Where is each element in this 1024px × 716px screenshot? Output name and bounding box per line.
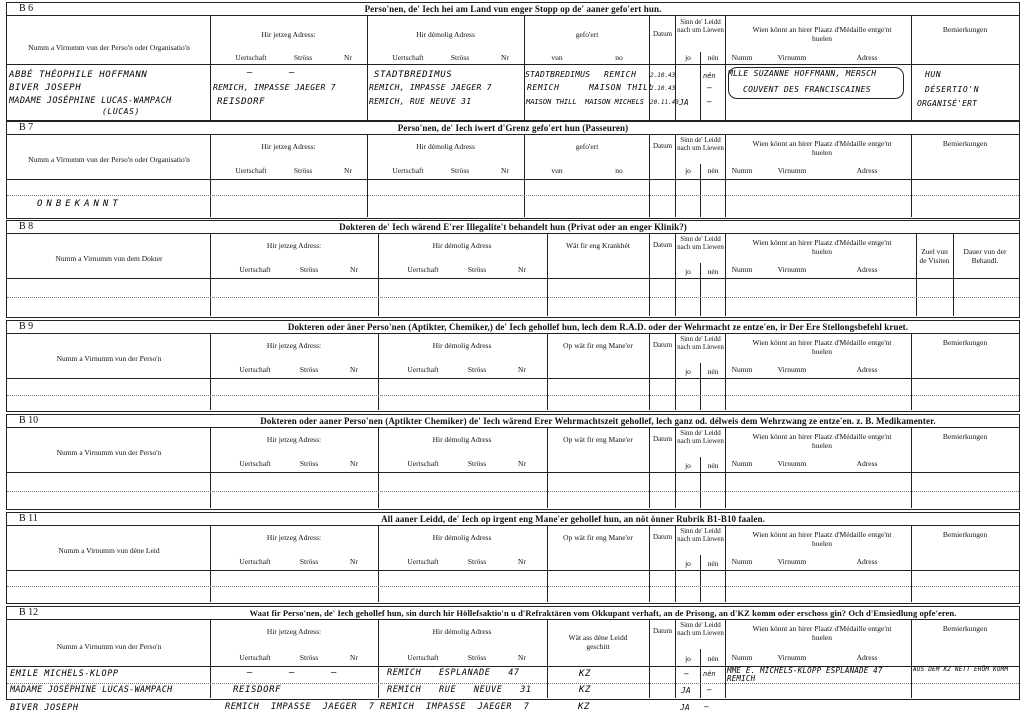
medal-header: Wien könnt an hirer Plaatz d'Médaille entge'nt huelen [752, 139, 892, 157]
illness-header: Wät fir eng Krankhét [566, 241, 630, 250]
former-address-header: Hir démolig Adress [416, 30, 475, 39]
col-nen: nén [707, 461, 719, 470]
col-adress: Adress [856, 557, 878, 566]
col-virnumm: Virnumm [777, 265, 807, 274]
name-column-header: Numm a Virnumm vun der Perso'n oder Organisatio'n [28, 43, 190, 52]
col-nen: nén [707, 53, 719, 62]
row-divider [7, 278, 1019, 279]
row-divider [7, 179, 1019, 180]
col-virnumm: Virnumm [777, 365, 807, 374]
row-divider [7, 64, 1019, 65]
datum-header: Datum [652, 241, 673, 249]
col-jo: jo [685, 367, 691, 376]
col-uertschaft: Uertschaft [407, 557, 439, 566]
col-numm: Numm [731, 653, 753, 662]
col-uertschaft: Uertschaft [392, 166, 424, 175]
current-address-header: Hir jetzeg Adress: [266, 341, 322, 350]
person-name-sub: (LUCAS) [102, 107, 140, 116]
current-address-header: Hir jetzeg Adress: [266, 533, 322, 542]
former-address: STADTBREDIMUS [374, 70, 453, 80]
name-column-header: Numm a Virnumm vun der Perso'n [56, 448, 162, 457]
nen-mark: nén [703, 72, 716, 80]
former-address: REMICH IMPASSE JAEGER 7 [380, 702, 530, 712]
col-uertschaft: Uertschaft [407, 365, 439, 374]
jo-mark: JA [681, 686, 691, 695]
col-nr: Nr [350, 265, 358, 274]
sinn-header: Sinn de' Leidd nach um Liewen [677, 335, 724, 351]
duration-header: Dauer vun der Behandl. [963, 247, 1007, 265]
col-virnumm: Virnumm [777, 557, 807, 566]
to-place: MAISON MICHELS [585, 98, 645, 106]
row-divider [7, 570, 1019, 571]
current-address: REISDORF [233, 685, 282, 695]
column-divider [700, 52, 701, 120]
col-adress: Adress [856, 653, 878, 662]
from-place: REMICH [527, 83, 560, 92]
handwritten-bracket [728, 67, 904, 99]
col-stross: Ströss [299, 365, 319, 374]
section-b9 [6, 320, 1020, 412]
col-numm: Numm [731, 557, 753, 566]
remarks-header: Bemierkungen [942, 624, 988, 633]
section-code: B 8 [19, 221, 34, 232]
to-place: REMICH [604, 70, 637, 79]
date: 2.10.43 [650, 72, 676, 79]
what-happened-header: Wät ass déne Leidd geschitt [568, 633, 628, 651]
section-b6 [6, 2, 1020, 121]
remarks-header: Bemierkungen [942, 25, 988, 34]
gefoert-header: gefo'ert [575, 30, 599, 39]
former-address-header: Hir démolig Adress [432, 341, 492, 350]
col-nr: Nr [350, 557, 358, 566]
sinn-header: Sinn de' Leidd nach um Liewen [677, 136, 724, 152]
col-vun: vun [551, 166, 563, 175]
section-b12 [6, 606, 1020, 700]
person-name: ONBEKANNT [37, 199, 122, 209]
manner-header: Op wät fir eng Mane'er [563, 435, 633, 444]
current-address-header: Hir jetzeg Adress: [266, 435, 322, 444]
col-uertschaft: Uertschaft [235, 166, 267, 175]
visits-header: Zuel vun de Visiten [919, 247, 950, 265]
current-address: – – [247, 68, 296, 78]
person-name: ABBÉ THÉOPHILE HOFFMANN [9, 70, 148, 80]
current-address: REMICH IMPASSE JAEGER 7 [225, 702, 375, 712]
row-divider [7, 378, 1019, 379]
manner-header: Op wät fir eng Mane'er [563, 533, 633, 542]
remarks-header: Bemierkungen [942, 338, 988, 347]
row-divider [7, 472, 1019, 473]
former-address-header: Hir démolig Adress [432, 627, 492, 636]
section-b11 [6, 512, 1020, 604]
former-address-header: Hir démolig Adress [416, 142, 475, 151]
nen-mark: – [707, 685, 712, 694]
col-stross: Ströss [450, 166, 470, 175]
col-jo: jo [685, 461, 691, 470]
col-stross: Ströss [467, 653, 487, 662]
medal-header: Wien könnt an hirer Plaatz d'Médaille entge'nt huelen [752, 338, 892, 356]
current-address-header: Hir jetzeg Adress: [266, 241, 322, 250]
col-stross: Ströss [299, 459, 319, 468]
col-stross: Ströss [467, 557, 487, 566]
col-numm: Numm [731, 265, 753, 274]
col-virnumm: Virnumm [777, 166, 807, 175]
current-address: REISDORF [217, 97, 266, 107]
sinn-header: Sinn de' Leidd nach um Liewen [677, 235, 724, 251]
col-jo: jo [685, 654, 691, 663]
row-divider [7, 195, 1019, 196]
section-code: B 12 [19, 607, 39, 618]
jo-mark: JA [680, 703, 690, 712]
col-stross: Ströss [467, 265, 487, 274]
section-header [7, 321, 1019, 334]
what-happened: KZ [579, 685, 592, 695]
section-header [7, 221, 1019, 234]
col-uertschaft: Uertschaft [239, 653, 271, 662]
section-code: B 7 [19, 122, 34, 133]
current-address: REMICH, IMPASSE JAEGER 7 [213, 83, 336, 92]
section-header [7, 122, 1019, 135]
section-header [7, 513, 1019, 526]
name-column-header: Numm a Virnumm vun der Perso'n [56, 642, 162, 651]
former-address-header: Hir démolig Adress [432, 241, 492, 250]
section-title: All aaner Leidd, de' Iech op irgent eng Mane'er gehollef hun, an nöt önner Rubrik B1-B10 faalen. [381, 514, 765, 524]
col-nr: Nr [350, 653, 358, 662]
col-virnumm: Virnumm [777, 459, 807, 468]
col-stross: Ströss [299, 265, 319, 274]
person-name: MADAME JOSÉPHINE LUCAS-WAMPACH [10, 685, 173, 695]
former-address: REMICH, RUE NEUVE 31 [369, 97, 472, 106]
medal-header: Wien könnt an hirer Plaatz d'Médaille entge'nt huelen [752, 432, 892, 450]
datum-header: Datum [652, 142, 673, 150]
medal-recipient: MLLE SUZANNE HOFFMANN, MERSCH [728, 69, 877, 78]
col-jo: jo [685, 267, 691, 276]
col-nr: Nr [518, 265, 526, 274]
col-nr: Nr [350, 365, 358, 374]
col-nen: nén [707, 654, 719, 663]
column-divider [725, 334, 726, 410]
section-title: Perso'nen, de' Iech hei am Land vun enger Stopp op de' aaner gefo'ert hun. [364, 4, 662, 14]
col-virnumm: Virnumm [777, 53, 807, 62]
person-name: BIVER JOSEPH [9, 83, 82, 93]
col-jo: jo [685, 166, 691, 175]
current-address-header: Hir jetzeg Adress: [261, 142, 316, 151]
section-b8 [6, 220, 1020, 318]
remarks-header: Bemierkungen [942, 139, 988, 148]
datum-header: Datum [652, 30, 673, 38]
row-divider [7, 586, 1019, 587]
column-divider [725, 526, 726, 602]
medal-header: Wien könnt an hirer Plaatz d'Médaille entge'nt huelen [752, 624, 892, 642]
section-header [7, 415, 1019, 428]
remarks: HUN [925, 70, 942, 79]
col-nr: Nr [518, 557, 526, 566]
former-address-header: Hir démolig Adress [432, 435, 492, 444]
datum-header: Datum [652, 627, 673, 635]
from-place: STADTBREDIMUS [525, 70, 591, 79]
section-title: Dokteren oder äner Perso'nen (Aptikter, Chemiker,) de' Iech gehollef hun, lech dem R.A.D. oder der Wehrmacht ze entze'en, ir Der Ere Stellongsbefehl kruet. [287, 322, 909, 332]
col-uertschaft: Uertschaft [235, 53, 267, 62]
section-b10 [6, 414, 1020, 510]
col-uertschaft: Uertschaft [239, 365, 271, 374]
row-divider [7, 491, 1019, 492]
col-uertschaft: Uertschaft [239, 557, 271, 566]
remarks: AUS DEM KZ NETT ERÖM KOMM [913, 666, 1009, 673]
former-address: REMICH ESPLANADE 47 [387, 668, 520, 678]
nen-mark: – [707, 83, 712, 92]
column-divider [725, 16, 726, 120]
row-divider [7, 297, 1019, 298]
col-vun: vun [551, 53, 563, 62]
medal-header: Wien könnt an hirer Plaatz d'Médaille entge'nt huelen [752, 25, 892, 43]
sinn-header: Sinn de' Leidd nach um Liewen [677, 621, 724, 637]
name-column-header: Numm a Virnumm vun der Perso'n oder Organisatio'n [28, 155, 190, 164]
col-uertschaft: Uertschaft [407, 265, 439, 274]
former-address: REMICH, IMPASSE JAEGER 7 [369, 83, 492, 92]
current-address: – – – [247, 668, 338, 678]
column-divider [547, 620, 548, 698]
what-happened: KZ [579, 669, 592, 679]
col-stross: Ströss [467, 365, 487, 374]
col-uertschaft: Uertschaft [407, 459, 439, 468]
section-title: Dokteren oder aaner Perso'nen (Aptikter Chemiker) de' Iech wärend Erer Wehrmachtszeit gehollef, lech ganz od. délweis dem Wehrzwang ze entze'en. z. B. Medikamenter. [260, 416, 936, 426]
col-nr: Nr [518, 459, 526, 468]
col-numm: Numm [731, 459, 753, 468]
col-nen: nén [707, 267, 719, 276]
remarks-header: Bemierkungen [942, 530, 988, 539]
col-nr: Nr [501, 166, 509, 175]
col-nen: nén [707, 166, 719, 175]
col-nr: Nr [518, 653, 526, 662]
col-adress: Adress [856, 166, 878, 175]
person-name: MADAME JOSÉPHINE LUCAS-WAMPACH [9, 96, 172, 106]
section-code: B 10 [19, 415, 39, 426]
col-stross: Ströss [299, 557, 319, 566]
nen-mark: nén [703, 670, 716, 678]
col-uertschaft: Uertschaft [392, 53, 424, 62]
datum-header: Datum [652, 341, 673, 349]
col-nen: nén [707, 367, 719, 376]
jo-mark: JA [679, 98, 689, 107]
section-title: Dokteren de' Iech wärend E'rer Illegalite't behandelt hun (Privat oder an enger Klinik?) [339, 222, 687, 232]
nen-mark: – [704, 702, 709, 711]
column-divider [725, 428, 726, 508]
col-nr: Nr [350, 459, 358, 468]
nen-mark: – [707, 97, 712, 106]
former-address-header: Hir démolig Adress [432, 533, 492, 542]
col-jo: jo [685, 559, 691, 568]
col-uertschaft: Uertschaft [239, 459, 271, 468]
medal-header: Wien könnt an hirer Plaatz d'Médaille entge'nt huelen [752, 238, 892, 256]
row-divider [7, 683, 1019, 684]
section-title: Waat fir Perso'nen, de' Iech gehollef hun, sin durch hir Höllefsaktio'n u d'Refraktären vom Okkupant verhaft, an de Prisong, an d'KZ komm oder erschoss gin? Och d'Emsiedlung opfe'eren. [249, 608, 957, 618]
col-numm: Numm [731, 365, 753, 374]
col-no: no [615, 166, 623, 175]
column-divider [725, 234, 726, 316]
former-address: REMICH RUE NEUVE 31 [387, 685, 532, 695]
col-jo: jo [685, 53, 691, 62]
person-name: BIVER JOSEPH [10, 703, 79, 713]
date: 2.10.43 [650, 85, 676, 92]
col-adress: Adress [856, 365, 878, 374]
col-adress: Adress [856, 265, 878, 274]
col-nen: nén [707, 559, 719, 568]
section-code: B 6 [19, 3, 34, 14]
jo-mark: – [684, 669, 689, 678]
medal-address: COUVENT DES FRANCISCAINES [743, 85, 871, 94]
section-code: B 11 [19, 513, 38, 524]
remarks: ORGANISÉ'ERT [917, 99, 978, 108]
sinn-header: Sinn de' Leidd nach um Liewen [677, 527, 724, 543]
date: 20.11.43 [650, 99, 679, 106]
col-virnumm: Virnumm [777, 653, 807, 662]
col-uertschaft: Uertschaft [407, 653, 439, 662]
column-divider [725, 620, 726, 698]
column-divider [725, 135, 726, 217]
col-nr: Nr [344, 53, 352, 62]
section-header [7, 607, 1019, 620]
col-stross: Ströss [467, 459, 487, 468]
datum-header: Datum [652, 533, 673, 541]
manner-header: Op wät fir eng Mane'er [563, 341, 633, 350]
to-place: MAISON THILL [589, 83, 654, 92]
what-happened: KZ [578, 702, 591, 712]
name-column-header: Numm a Virnumm vun déne Leid [58, 546, 160, 555]
col-uertschaft: Uertschaft [239, 265, 271, 274]
name-column-header: Numm a Virnumm vun dem Dokter [55, 254, 163, 263]
medal-header: Wien könnt an hirer Plaatz d'Médaille entge'nt huelen [752, 530, 892, 548]
col-stross: Ströss [293, 166, 313, 175]
col-numm: Numm [731, 53, 753, 62]
medal-recipient: MME E. MICHELS-KLOPP ESPLANADE 47 REMICH [727, 666, 883, 683]
current-address-header: Hir jetzeg Adress: [266, 627, 322, 636]
row-divider [7, 395, 1019, 396]
col-adress: Adress [856, 459, 878, 468]
from-place: MAISON THILL [526, 98, 577, 106]
section-title: Perso'nen, de' Iech iwert d'Grenz gefo'ert hun (Passeuren) [397, 123, 629, 133]
sinn-header: Sinn de' Leidd nach um Liewen [677, 18, 724, 34]
sinn-header: Sinn de' Leidd nach um Liewen [677, 429, 724, 445]
col-adress: Adress [856, 53, 878, 62]
col-nr: Nr [518, 365, 526, 374]
section-code: B 9 [19, 321, 34, 332]
col-no: no [615, 53, 623, 62]
datum-header: Datum [652, 435, 673, 443]
col-stross: Ströss [293, 53, 313, 62]
col-stross: Ströss [299, 653, 319, 662]
section-header [7, 3, 1019, 16]
col-nr: Nr [501, 53, 509, 62]
current-address-header: Hir jetzeg Adress: [261, 30, 316, 39]
col-stross: Ströss [450, 53, 470, 62]
person-name: EMILE MICHELS-KLOPP [10, 669, 119, 679]
name-column-header: Numm a Virnumm vun der Perso'n [56, 354, 162, 363]
gefoert-header: gefo'ert [575, 142, 599, 151]
remarks: DÉSERTIO'N [925, 85, 980, 94]
remarks-header: Bemierkungen [942, 432, 988, 441]
col-nr: Nr [344, 166, 352, 175]
col-numm: Numm [731, 166, 753, 175]
section-b7 [6, 121, 1020, 219]
